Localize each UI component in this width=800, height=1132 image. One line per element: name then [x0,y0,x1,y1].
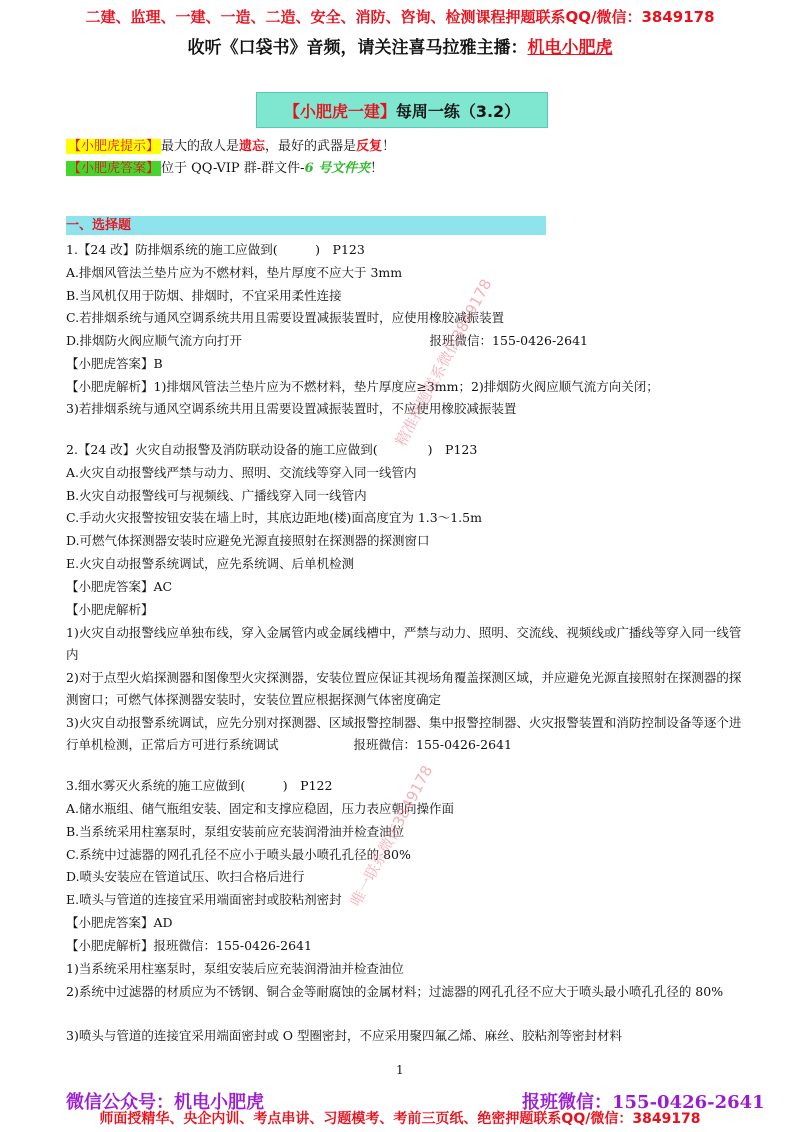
sub-banner [0,33,800,58]
q2-analysis-3: 3)火灾自动报警系统调试，应先分别对探测器、区域报警控制器、集中报警控制器、火灾报警装置和消防控制设备等逐个进行单机检测，正常后方可进行系统调试 报班微信：155-0426-2641 [66,715,742,752]
title-tag: 【小肥虎一建】 [283,101,396,121]
q2-option-c: C.手动火灾报警按钮安装在墙上时，其底边距地(楼)面高度宜为 1.3～1.5m [66,510,482,525]
top-banner: 二建、监理、一建、一造、二造、安全、消防、咨询、检测课程押题联系QQ/微信：3849178 [85,8,715,26]
q1-answer: 【小肥虎答案】B [66,356,163,371]
q1-option-c: C.若排烟系统与通风空调系统共用且需要设置减振装置时，应使用橡胶减振装置 [66,310,505,325]
tip-text-c: ！ [382,139,396,154]
q3-option-e: E.喷头与管道的连接宜采用端面密封或胶粘剂密封 [66,892,342,907]
page-number: 1 [396,1063,404,1077]
q1-analysis-2: 3)若排烟系统与通风空调系统共用且需要设置减振装置时，不应使用橡胶减振装置 [66,401,517,416]
q2-option-b: B.火灾自动报警线可与视频线、广播线穿入同一线管内 [66,488,367,503]
q3-answer: 【小肥虎答案】AD [66,915,173,930]
q2-stem: 2.【24 改】火灾自动报警及消防联动设备的施工应做到( ) P123 [66,442,478,457]
tip-repeat: 反复 [356,139,383,154]
q2-answer: 【小肥虎答案】AC [66,579,173,594]
q1-option-d: D.排烟防火阀应顺气流方向打开 报班微信：155-0426-2641 [66,333,588,348]
q3-option-a: A.储水瓶组、储气瓶组安装、固定和支撑应稳固，压力表应朝向操作面 [66,801,455,816]
q1-analysis-1: 【小肥虎解析】1)排烟风管法兰垫片应为不燃材料，垫片厚度应≥3mm；2)排烟防火阀应顺气流方向关闭； [66,379,659,394]
answer-location-line [66,157,383,176]
tip-line [66,135,395,154]
title-text: 每周一练（3.2） [395,101,521,121]
q1-option-b: B.当风机仅用于防烟、排烟时，不宜采用柔性连接 [66,288,342,303]
q2-option-a: A.火灾自动报警线严禁与动力、照明、交流线等穿入同一线管内 [66,465,417,480]
q3-analysis-1: 1)当系统采用柱塞泵时，泵组安装后应充装润滑油并检查油位 [66,961,404,976]
bottom-banner: 师面授精华、央企内训、考点串讲、习题模考、考前三页纸、绝密押题联系QQ/微信：3849178 [99,1111,701,1127]
q1-option-a: A.排烟风管法兰垫片应为不燃材料，垫片厚度不应大于 3mm [66,265,403,280]
q2-analysis-1: 1)火灾自动报警线应单独布线，穿入金属管内或金属线槽中，严禁与动力、照明、交流线、视频线或广播线等穿入同一线管内 [66,625,742,662]
answer-location-a: 位于 QQ-VIP 群-群文件- [161,161,305,176]
answer-tag: 【小肥虎答案】 [68,161,160,176]
watermark-2: 唯一联系微信3849178 [346,762,437,910]
sub-banner-prefix: 收听《口袋书》音频，请关注喜马拉雅主播： [187,38,528,58]
q1-stem: 1.【24 改】防排烟系统的施工应做到( ) P123 [66,242,365,257]
q3-option-d: D.喷头安装应在管道试压、吹扫合格后进行 [66,869,305,884]
tip-forget: 遗忘 [239,139,266,154]
tip-text-a: 最大的敌人是 [161,139,240,154]
answer-folder: 6 号文件夹 [304,161,371,176]
tip-text-b: ，最好的武器是 [265,139,357,154]
signup-wechat: 报班微信：155-0426-2641 [522,1092,765,1113]
q3-stem: 3.细水雾灭火系统的施工应做到( ) P122 [66,778,333,793]
q3-analysis-2: 2)系统中过滤器的材质应为不锈钢、铜合金等耐腐蚀的金属材料；过滤器的网孔孔径不应大于喷头最小喷孔孔径的 80% [66,984,724,999]
q3-analysis-head: 【小肥虎解析】报班微信：155-0426-2641 [66,938,312,953]
q2-analysis-head: 【小肥虎解析】 [66,602,154,617]
q2-analysis-2: 2)对于点型火焰探测器和图像型火灾探测器，安装位置应保证其视场角覆盖探测区域，并应避免光源直接照射在探测器的探测窗口；可燃气体探测器安装时，安装位置应根据探测气体密度确定 [66,670,742,707]
wechat-account: 微信公众号：机电小肥虎 [66,1092,264,1113]
q2-option-d: D.可燃气体探测器安装时应避免光源直接照射在探测器的探测窗口 [66,533,430,548]
tip-tag: 【小肥虎提示】 [68,139,160,154]
watermark-1: 精准押题联系微信3849178 [391,275,496,450]
page-title [256,92,548,128]
answer-location-c: ！ [370,161,384,176]
q3-analysis-3: 3)喷头与管道的连接宜采用端面密封或 O 型圈密封，不应采用聚四氟乙烯、麻丝、胶粘剂等密封材料 [66,1028,623,1043]
section-heading: 一、选择题 [66,216,546,235]
q2-option-e: E.火灾自动报警系统调试，应先系统调、后单机检测 [66,556,355,571]
host-name: 机电小肥虎 [527,38,613,58]
q3-option-c: C.系统中过滤器的网孔孔径不应小于喷头最小喷孔孔径的 80% [66,847,411,862]
q3-option-b: B.当系统采用柱塞泵时，泵组安装前应充装润滑油并检查油位 [66,824,405,839]
